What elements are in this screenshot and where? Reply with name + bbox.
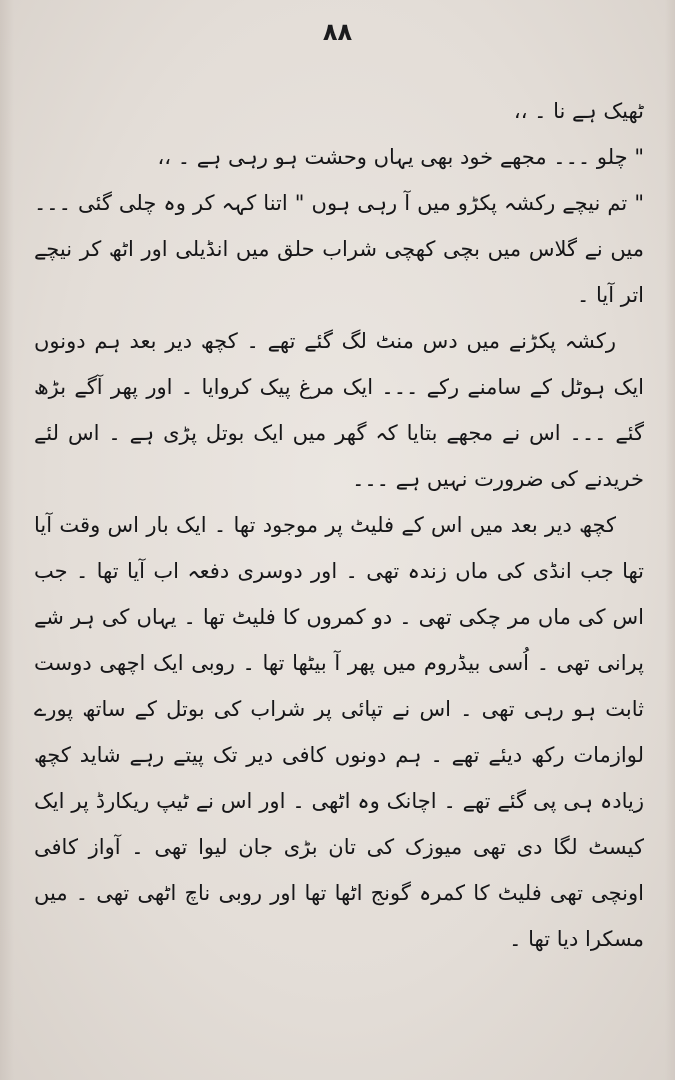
paragraph-5: کچھ دیر بعد میں اس کے فلیٹ پر موجود تھا ۔ ایک بار اس وقت آیا تھا جب انڈی کی ماں زندہ تھی ۔ اور دوسری دفعہ اب آیا تھا ۔ جب اس کی ماں مر چکی تھی ۔ دو کمروں کا فلیٹ تھا ۔ یہاں کی ہر شے پرانی تھی ۔ اُسی بیڈروم میں پھر آ بیٹھا تھا ۔ روبی ایک اچھی دوست ثابت ہو رہی تھی ۔ اس نے تپائی پر شراب کی بوتل کے ساتھ پورے لوازمات رکھ دیئے تھے ۔ ہم دونوں کافی دیر تک پیتے رہے شاید کچھ زیادہ ہی پی گئے تھے ۔ اچانک وہ اٹھی ۔ اور اس نے ٹیپ ریکارڈ پر ایک کیسٹ لگا دی تھی میوزک کی تان بڑی جان لیوا تھی ۔ آواز کافی اونچی تھی فلیٹ کا کمرہ گونج اٹھا تھا اور روبی ناچ اٹھی تھی ۔ میں مسکرا دیا تھا ۔ [34,513,644,951]
paragraph-2: " چلو ۔۔۔ مجھے خود بھی یہاں وحشت ہو رہی ہے ۔ ،، [157,145,644,169]
page-number: ۸۸ [322,18,353,46]
page-edge-left [0,0,14,1080]
body-text [34,88,644,962]
paragraph-4: رکشہ پکڑنے میں دس منٹ لگ گئے تھے ۔ کچھ دیر بعد ہم دونوں ایک ہوٹل کے سامنے رکے ۔۔۔ ایک مرغ پیک کروایا ۔ اور پھر آگے بڑھ گئے ۔۔۔ اس نے مجھے بتایا کہ گھر میں ایک بوتل پڑی ہے ۔ اس لئے خریدنے کی ضرورت نہیں ہے ۔۔۔ [34,329,644,491]
page-edge-right [665,0,675,1080]
paragraph-3: " تم نیچے رکشہ پکڑو میں آ رہی ہوں " اتنا کہہ کر وہ چلی گئی ۔۔۔ میں نے گلاس میں بچی کھچی شراب حلق میں انڈیلی اور اٹھ کر نیچے اتر آیا ۔ [34,191,644,307]
paragraph-1: ٹھیک ہے نا ۔ ،، [513,99,644,123]
